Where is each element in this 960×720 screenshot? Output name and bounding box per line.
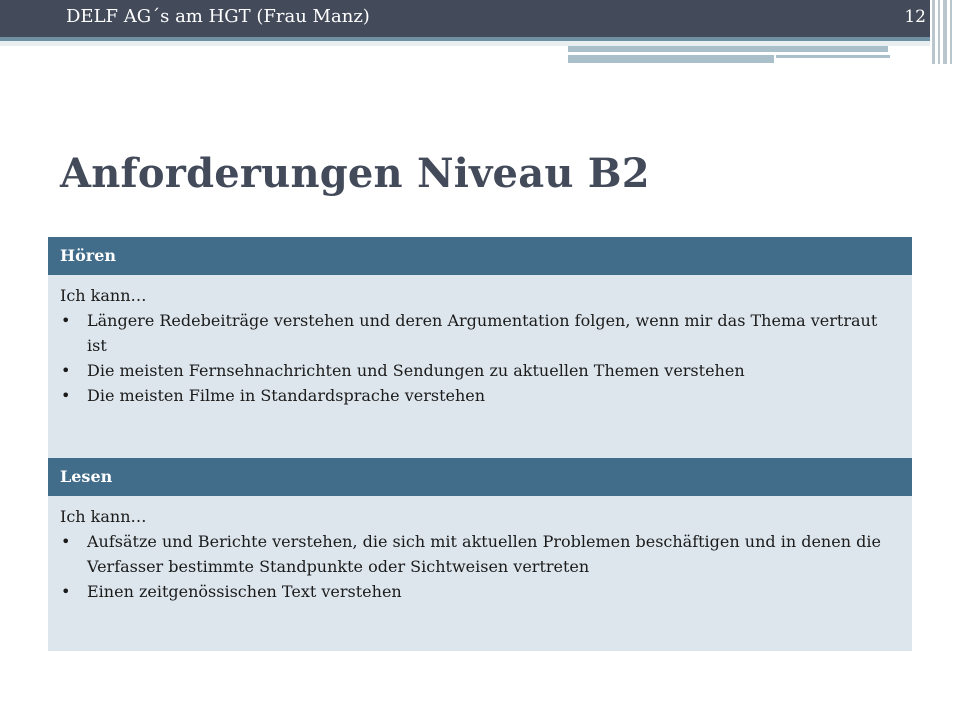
banner-deco-bar-1 [568, 46, 888, 52]
list-item [60, 383, 892, 408]
section-heading: Lesen [48, 458, 912, 496]
slide-title: Anforderungen Niveau B2 [60, 150, 650, 197]
section-lesen [48, 458, 912, 651]
section-body [48, 275, 912, 458]
section-hoeren [48, 237, 912, 458]
bullet-list [60, 308, 892, 408]
list-item-text: Einen zeitgenössischen Text verstehen [87, 582, 402, 601]
right-deco-stripe-1 [932, 0, 935, 64]
section-intro: Ich kann… [60, 286, 147, 305]
list-item [60, 308, 892, 358]
list-item-text: Die meisten Filme in Standardsprache verstehen [87, 386, 486, 405]
header-title: DELF AG´s am HGT (Frau Manz) [66, 6, 370, 27]
bullet-icon: • [61, 361, 71, 380]
bullet-icon: • [61, 532, 71, 551]
banner-deco-bar-2 [568, 55, 774, 63]
bullet-icon: • [61, 582, 71, 601]
bullet-list [60, 529, 892, 604]
banner-deco-bar-3 [776, 55, 890, 58]
list-item [60, 579, 892, 604]
bullet-icon: • [61, 386, 71, 405]
section-body [48, 496, 912, 651]
list-item-text: Längere Redebeiträge verstehen und deren Argumentation folgen, wenn mir das Thema vertraut ist [87, 311, 878, 355]
right-deco-stripe-4 [950, 0, 952, 64]
right-deco-stripe-2 [938, 0, 940, 64]
list-item [60, 529, 892, 579]
section-heading: Hören [48, 237, 912, 275]
right-deco-stripe-3 [943, 0, 947, 64]
section-intro: Ich kann… [60, 507, 147, 526]
page-number: 12 [904, 7, 926, 27]
bullet-icon: • [61, 311, 71, 330]
list-item-text: Die meisten Fernsehnachrichten und Sendungen zu aktuellen Themen verstehen [87, 361, 745, 380]
list-item [60, 358, 892, 383]
list-item-text: Aufsätze und Berichte verstehen, die sich mit aktuellen Problemen beschäftigen und in denen die Verfasser bestimmte Standpunkte oder Sichtweisen vertreten [87, 532, 881, 576]
